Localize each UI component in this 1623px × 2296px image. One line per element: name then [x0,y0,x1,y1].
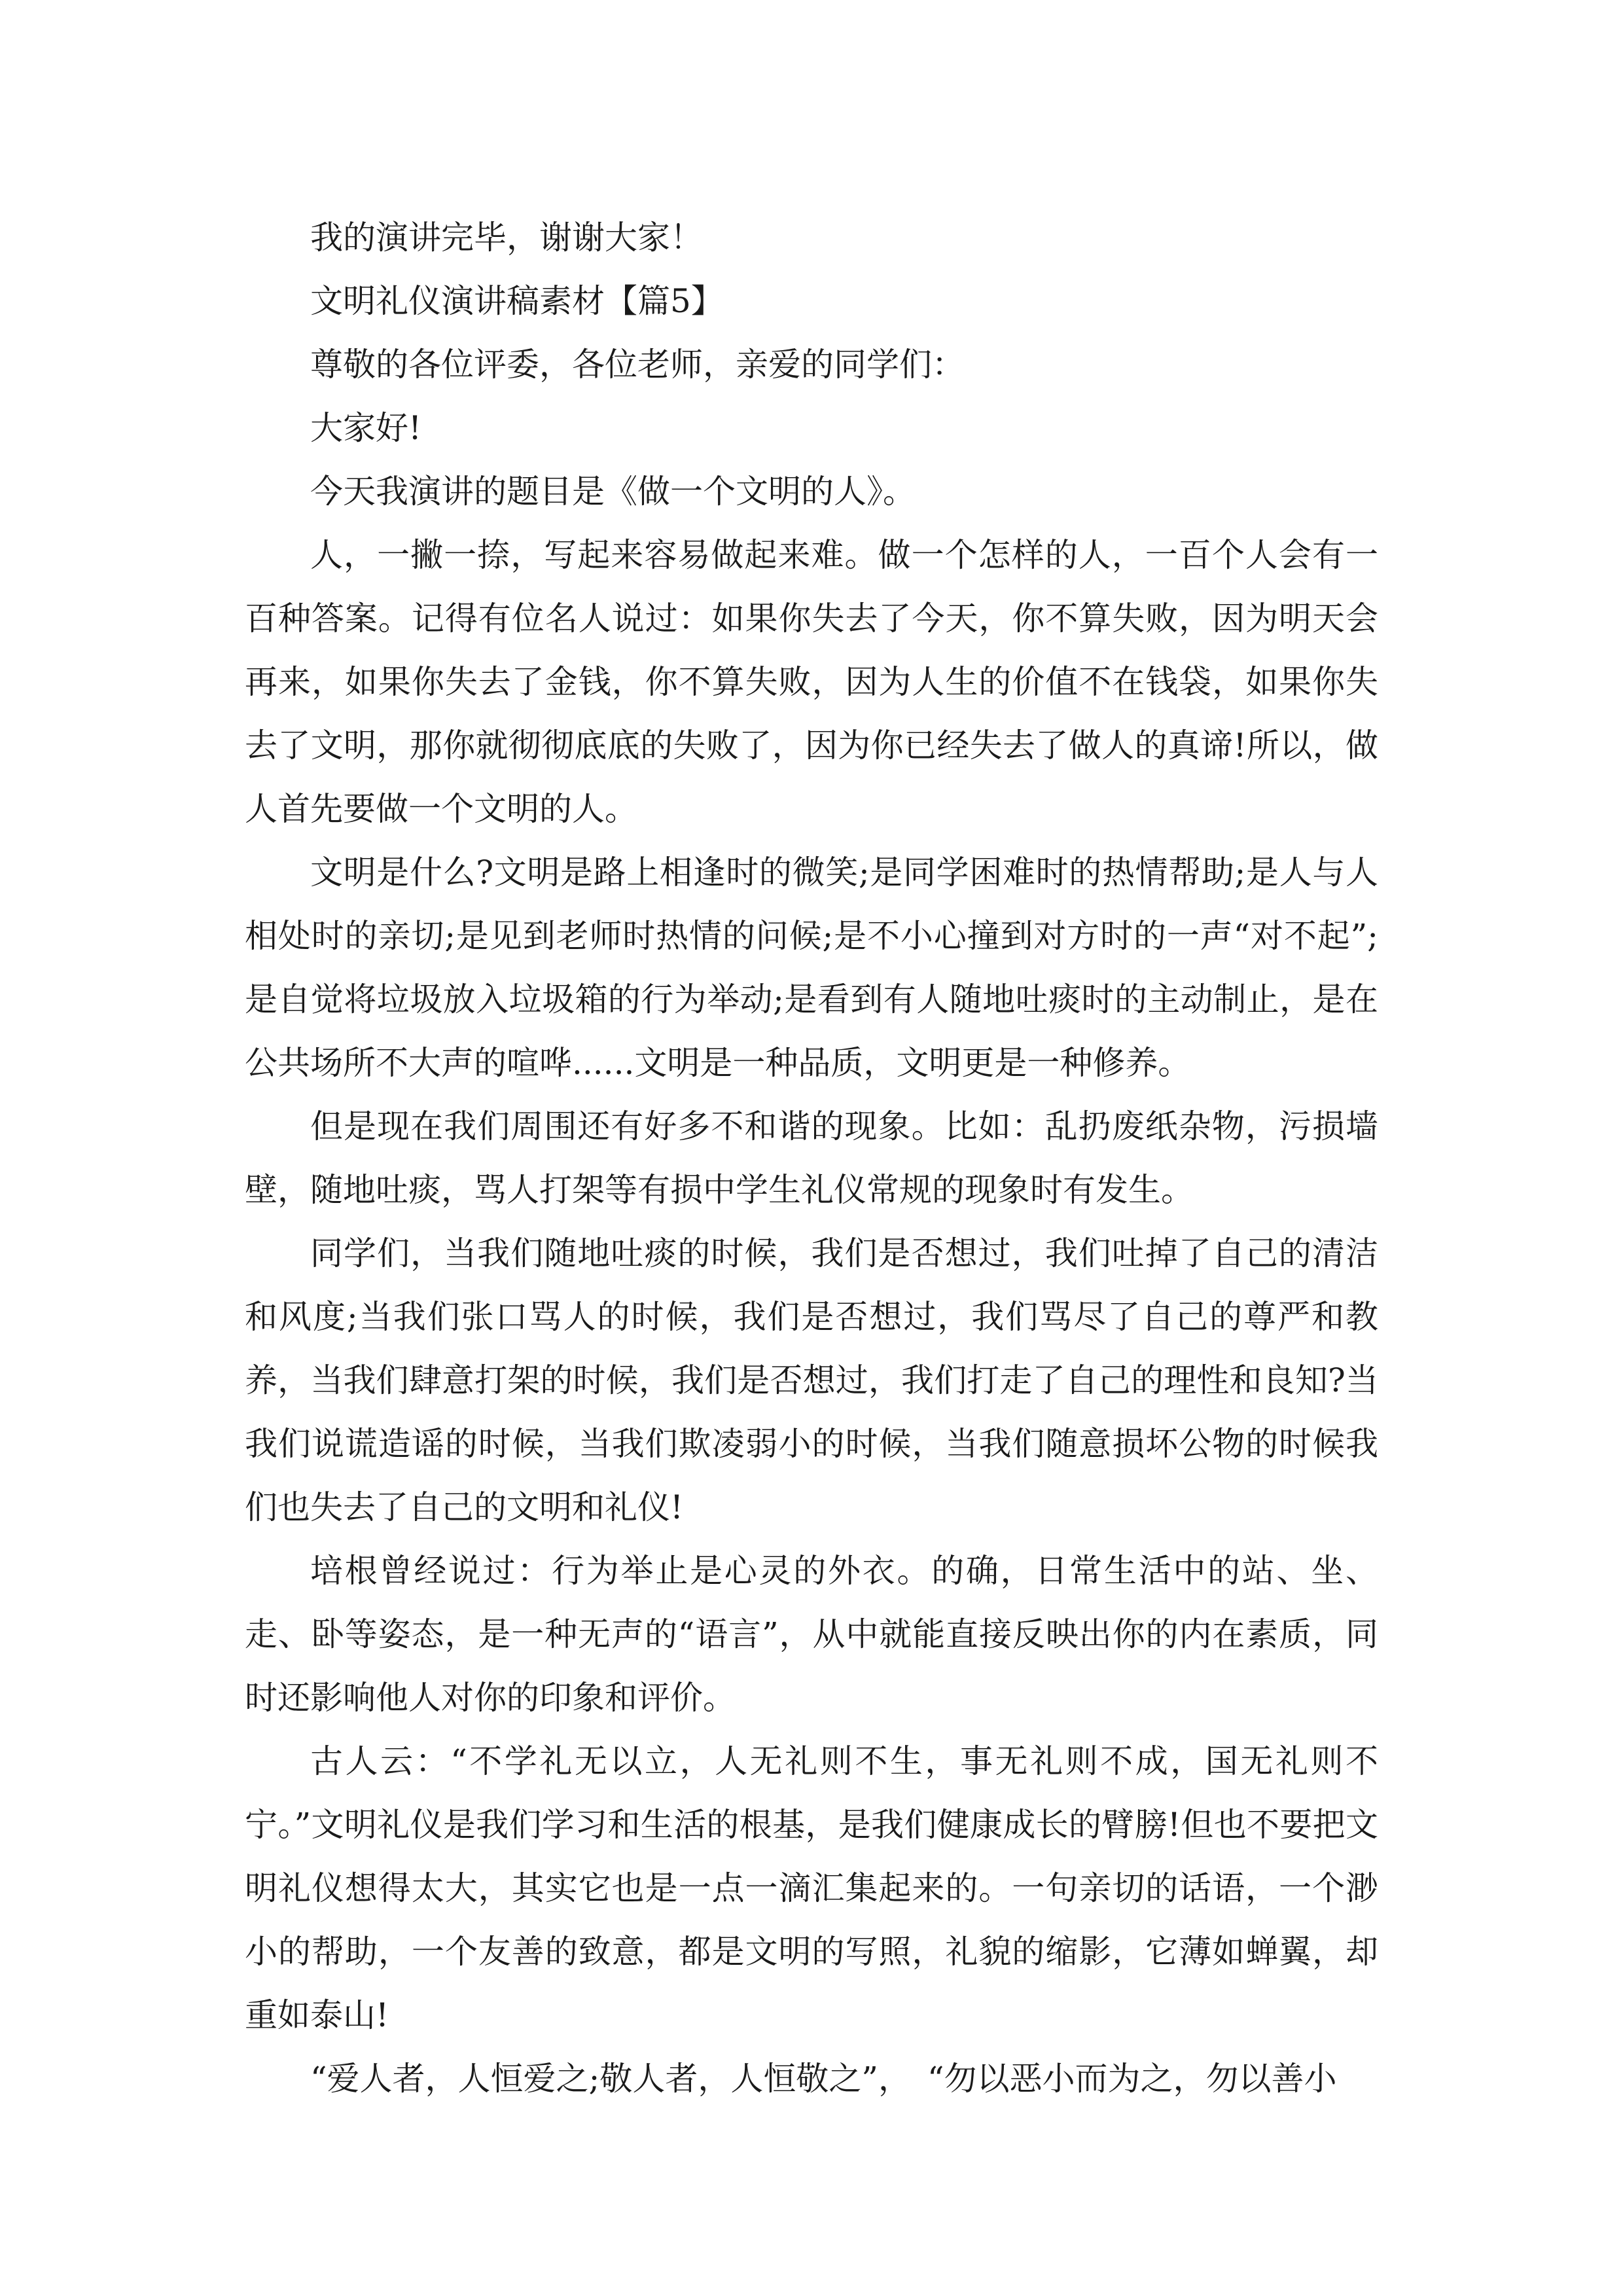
document-body [245,206,1378,2111]
paragraph: 我的演讲完毕，谢谢大家！ [310,219,703,257]
paragraph: 文明是什么?文明是路上相逢时的微笑;是同学困难时的热情帮助;是人与人相处时的亲切;是见到老师时热情的问候;是不小心撞到对方时的一声“对不起”;是自觉将垃圾放入垃圾箱的行为举动;是看到有人随地吐痰时的主动制止，是在公共场所不大声的喧哗......文明是一种品质，文明更是一种修养。 [245,853,1378,1082]
paragraph: 古人云：“不学礼无以立，人无礼则不生，事无礼则不成，国无礼则不宁。”文明礼仪是我们学习和生活的根基，是我们健康成长的臂膀!但也不要把文明礼仪想得太大，其实它也是一点一滴汇集起来的。一句亲切的话语，一个渺小的帮助，一个友善的致意，都是文明的写照，礼貌的缩影，它薄如蝉翼，却重如泰山! [245,1742,1378,2034]
paragraph: 尊敬的各位评委，各位老师，亲爱的同学们： [310,346,965,384]
paragraph: 同学们，当我们随地吐痰的时候，我们是否想过，我们吐掉了自己的清洁和风度;当我们张口骂人的时候，我们是否想过，我们骂尽了自己的尊严和教养，当我们肆意打架的时候，我们是否想过，我们打走了自己的理性和良知?当我们说谎造谣的时候，当我们欺凌弱小的时候，当我们随意损坏公物的时候我们也失去了自己的文明和礼仪! [245,1234,1378,1526]
paragraph: 大家好! [310,409,422,447]
section-title: 文明礼仪演讲稿素材【篇5】 [310,282,724,320]
paragraph: “爱人者，人恒爱之;敬人者，人恒敬之”， “勿以恶小而为之，勿以善小 [310,2060,1337,2098]
paragraph: 但是现在我们周围还有好多不和谐的现象。比如：乱扔废纸杂物，污损墙壁，随地吐痰，骂人打架等有损中学生礼仪常规的现象时有发生。 [245,1107,1378,1209]
paragraph: 今天我演讲的题目是《做一个文明的人》。 [310,473,916,511]
paragraph: 培根曾经说过：行为举止是心灵的外衣。的确，日常生活中的站、坐、走、卧等姿态，是一种无声的“语言”，从中就能直接反映出你的内在素质，同时还影响他人对你的印象和评价。 [245,1552,1378,1717]
paragraph: 人，一撇一捺，写起来容易做起来难。做一个怎样的人，一百个人会有一百种答案。记得有位名人说过：如果你失去了今天，你不算失败，因为明天会再来，如果你失去了金钱，你不算失败，因为人生的价值不在钱袋，如果你失去了文明，那你就彻彻底底的失败了，因为你已经失去了做人的真谛!所以，做人首先要做一个文明的人。 [245,536,1378,828]
